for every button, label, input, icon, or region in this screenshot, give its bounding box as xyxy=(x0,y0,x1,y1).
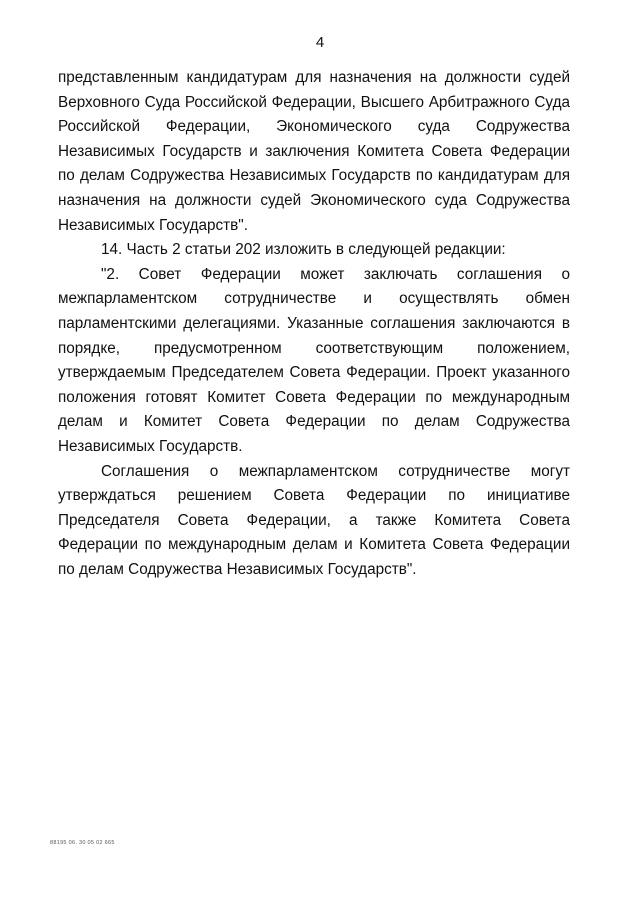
paragraph-agreements: Соглашения о межпарламентском сотрудничестве могут утверждаться решением Совета Федерации по инициативе Председателя Совета Федерации, а также Комитета Совета Федерации по международным делам и Комитета Совета Федерации по делам Содружества Независимых Государств". xyxy=(58,462,570,578)
document-body xyxy=(58,66,570,582)
paragraph-part-2: "2. Совет Федерации может заключать соглашения о межпарламентском сотрудничестве и осуществлять обмен парламентскими делегациями. Указанные соглашения заключаются в порядке, предусмотренном соответствующим положением, утверждаемым Председателем Совета Федерации. Проект указанного положения готовят Комитет Совета Федерации по международным делам и Комитет Совета Федерации по делам Содружества Независимых Государств. xyxy=(58,265,570,455)
page-number: 4 xyxy=(315,34,325,51)
paragraph-continuation: представленным кандидатурам для назначения на должности судей Верховного Суда Российской Федерации, Высшего Арбитражного Суда Российской Федерации, Экономического суда Содружества Независимых Государств и заключения Комитета Совета Федерации по делам Содружества Независимых Государств по кандидатурам для назначения на должности судей Экономического суда Содружества Независимых Государств". xyxy=(58,69,570,234)
footer-code: 88195 06. 30 05 02 665 xyxy=(50,840,115,846)
paragraph-item-14: 14. Часть 2 статьи 202 изложить в следующей редакции: xyxy=(101,241,506,259)
